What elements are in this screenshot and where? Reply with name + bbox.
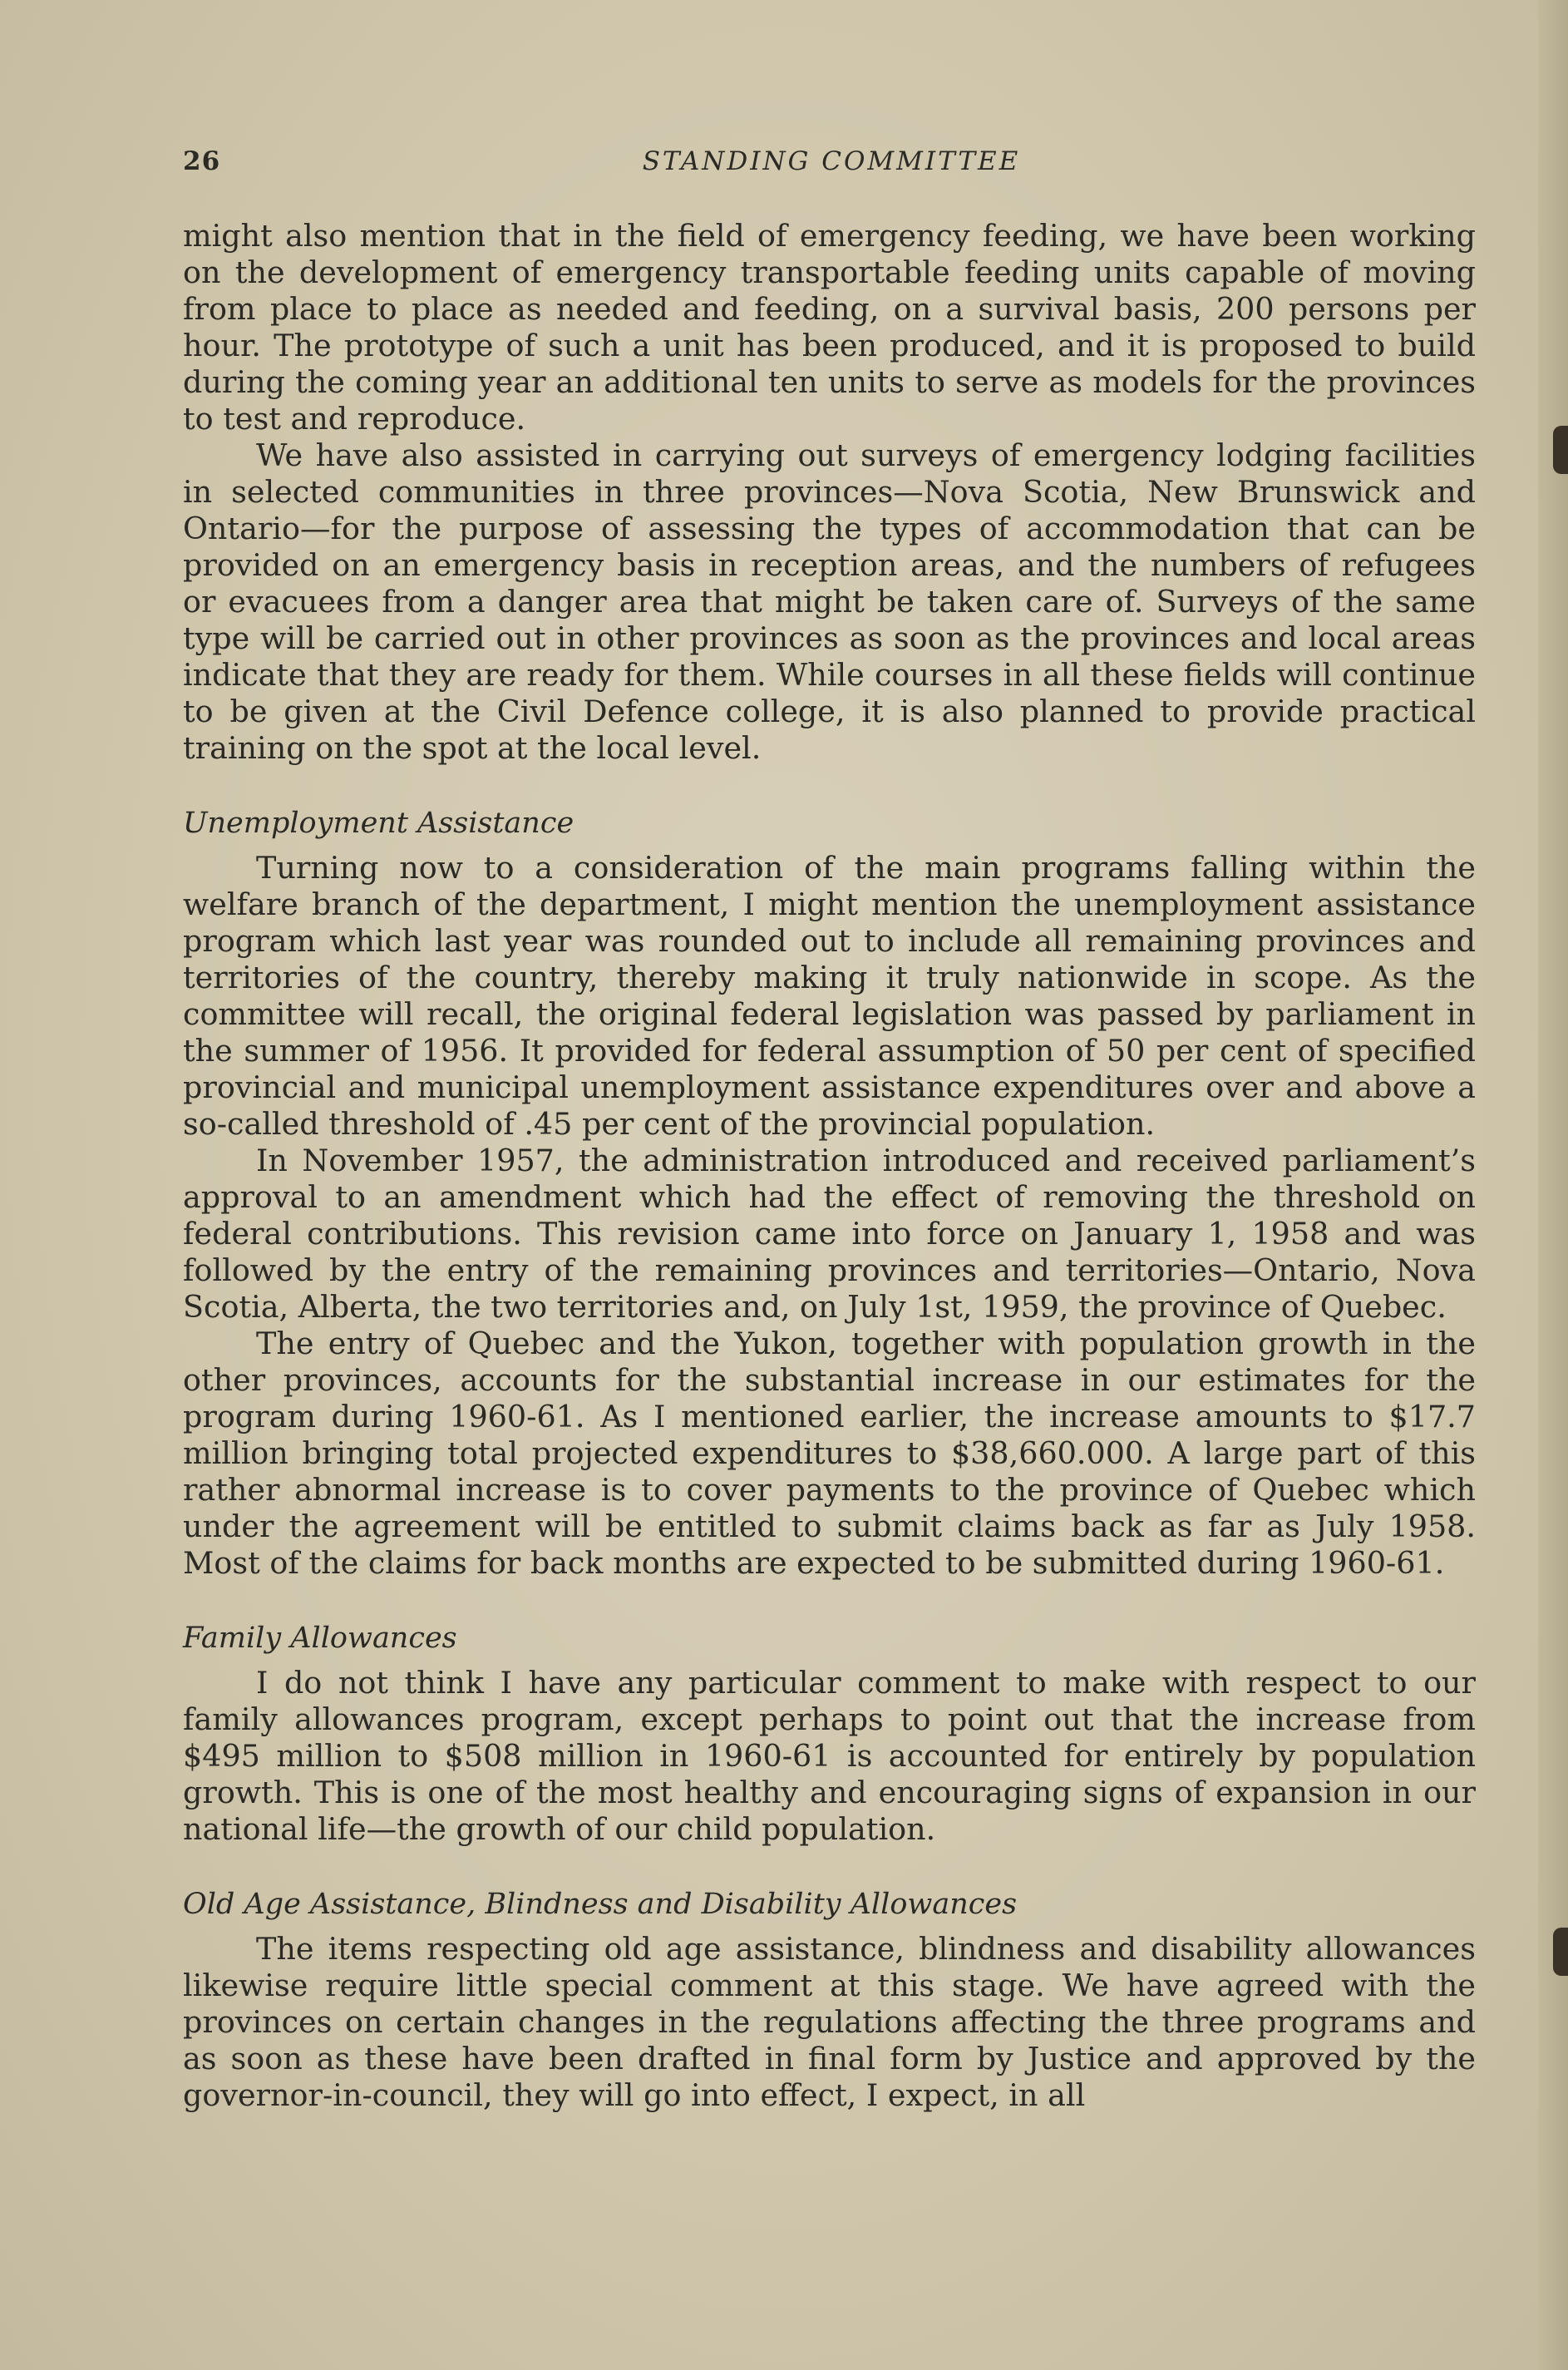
section-heading-old-age-assistance: Old Age Assistance, Blindness and Disability Allowances [183, 1888, 1018, 1921]
running-head-title: STANDING COMMITTEE [642, 146, 1021, 176]
section-heading-family-allowances: Family Allowances [183, 1622, 457, 1655]
paragraph: We have also assisted in carrying out surveys of emergency lodging facilities in selected communities in three provinces—Nova Scotia, New Brunswick and Ontario—for the purpose of assessing the types of accommodation that can be provided on an emergency basis in reception areas, and the numbers of refugees or evacuees from a danger area that might be taken care of. Surveys of the same type will be carried out in other provinces as soon as the provinces and local areas indicate that they are ready for them. While courses in all these fields will continue to be given at the Civil Defence college, it is also planned to provide practical training on the spot at the local level. [183, 437, 1476, 766]
running-head [183, 146, 1476, 183]
paragraph: I do not think I have any particular comment to make with respect to our family allowances program, except perhaps to point out that the increase from $495 million to $508 million in 1960-61 is accounted for entirely by population growth. This is one of the most healthy and encouraging signs of expansion in our national life—the growth of our child population. [183, 1665, 1476, 1847]
binding-hole [1553, 1928, 1568, 1976]
binding-hole [1553, 426, 1568, 474]
paragraph: The entry of Quebec and the Yukon, together with population growth in the other provinces, accounts for the substantial increase in our estimates for the program during 1960-61. As I mentioned earlier, the increase amounts to $17.7 million bringing total projected expenditures to $38,660.000. A large part of this rather abnormal increase is to cover payments to the province of Quebec which under the agreement will be entitled to submit claims back as far as July 1958. Most of the claims for back months are expected to be submitted during 1960-61. [183, 1326, 1476, 1581]
body-text [183, 218, 1476, 2114]
section-heading-unemployment: Unemployment Assistance [183, 807, 574, 840]
paragraph: Turning now to a consideration of the main programs falling within the welfare branch of the department, I might mention the unemployment assistance program which last year was rounded out to include all remaining provinces and territories of the country, thereby making it truly nationwide in scope. As the committee will recall, the original federal legislation was passed by parliament in the summer of 1956. It provided for federal assumption of 50 per cent of specified provincial and municipal unemployment assistance expenditures over and above a so-called threshold of .45 per cent of the provincial population. [183, 850, 1476, 1142]
paragraph: The items respecting old age assistance, blindness and disability allowances likewise require little special comment at this stage. We have agreed with the provinces on certain changes in the regulations affecting the three programs and as soon as these have been drafted in final form by Justice and approved by the governor-in-council, they will go into effect, I expect, in all [183, 1931, 1476, 2113]
page-number: 26 [183, 146, 221, 176]
page-edge [1538, 0, 1568, 2370]
paragraph: might also mention that in the field of emergency feeding, we have been working on the development of emergency transportable feeding units capable of moving from place to place as needed and feeding, on a survival basis, 200 persons per hour. The prototype of such a unit has been produced, and it is proposed to build during the coming year an additional ten units to serve as models for the provinces to test and reproduce. [183, 218, 1476, 437]
paragraph: In November 1957, the administration introduced and received parliament’s approval to an amendment which had the effect of removing the threshold on federal contributions. This revision came into force on January 1, 1958 and was followed by the entry of the remaining provinces and territories—Ontario, Nova Scotia, Alberta, the two territories and, on July 1st, 1959, the province of Quebec. [183, 1143, 1476, 1325]
